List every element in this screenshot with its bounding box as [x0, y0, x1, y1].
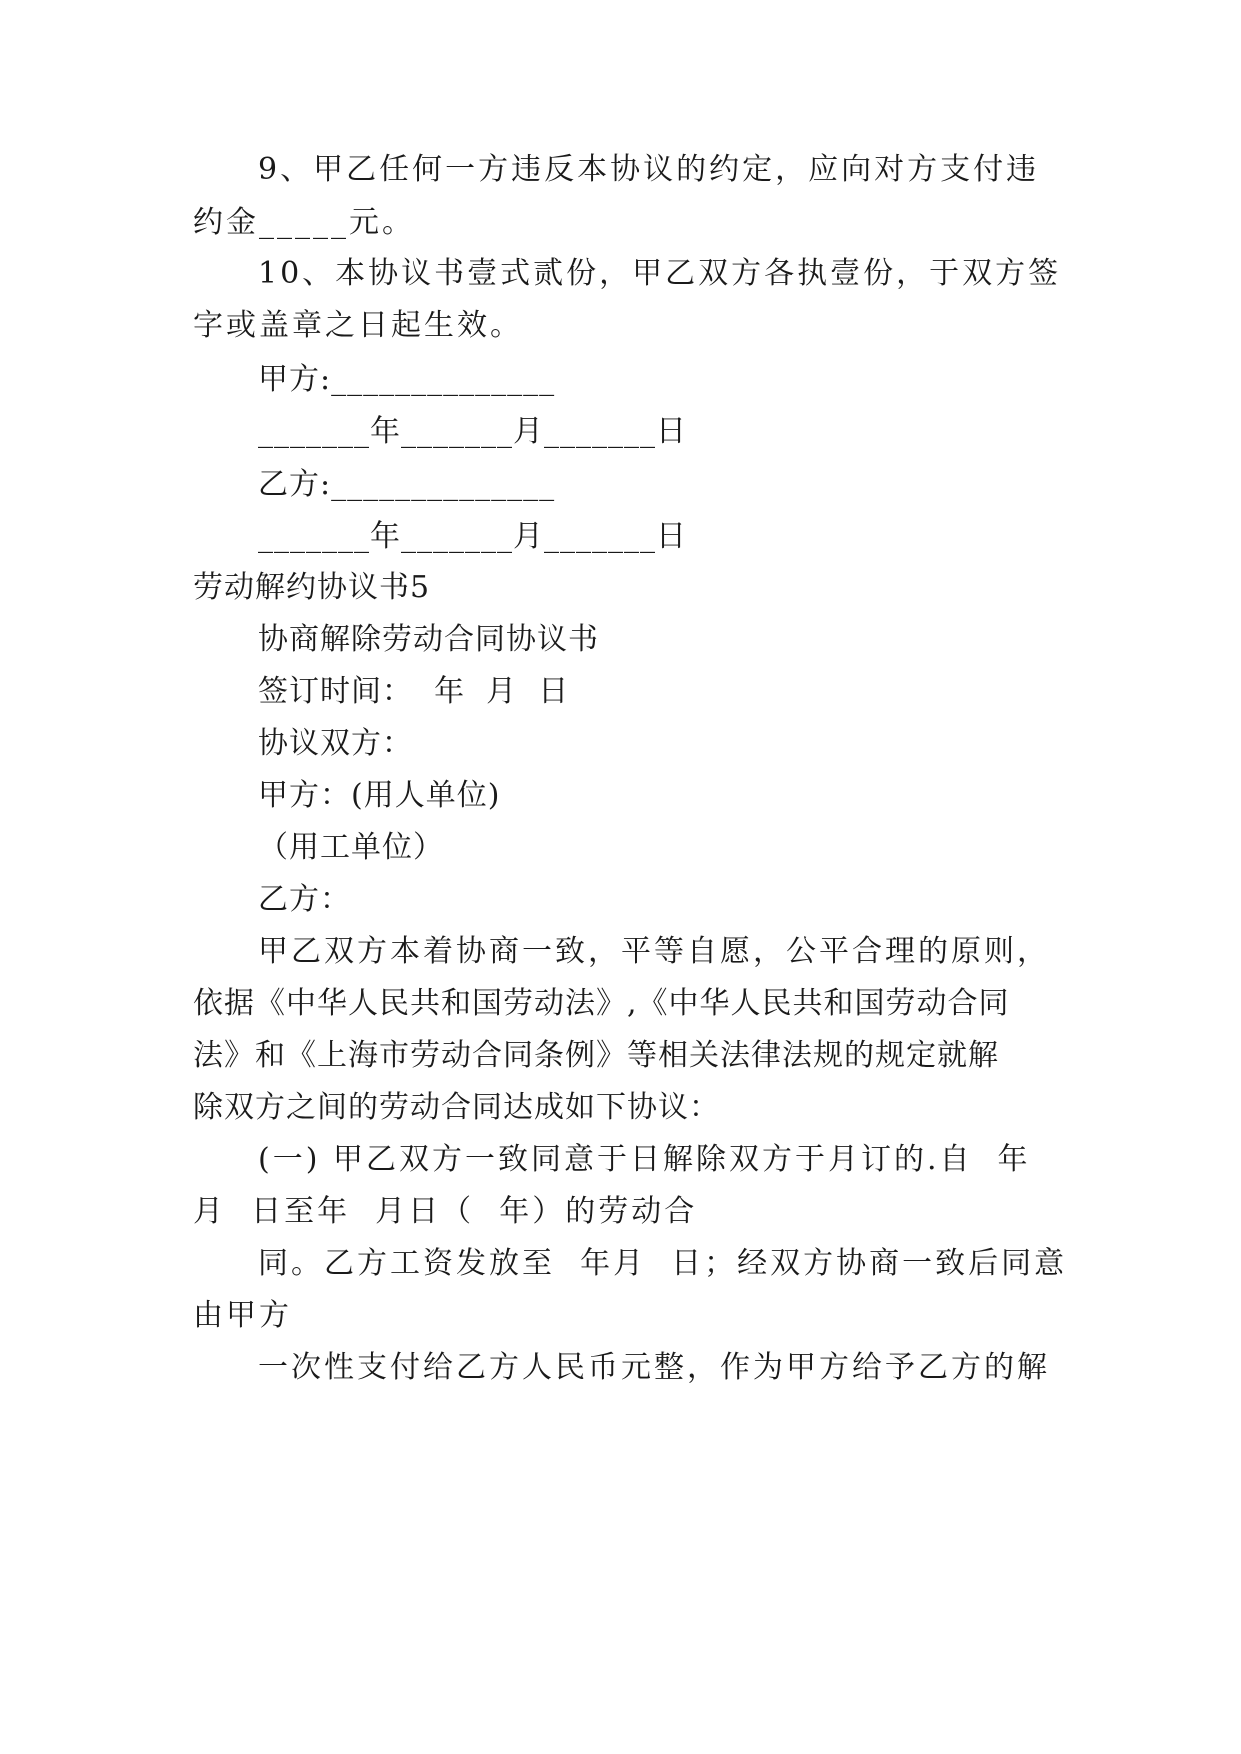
party-b-date-line: _______年_______月_______日 [258, 519, 687, 554]
clause-10-line-2: 字或盖章之日起生效。 [193, 308, 523, 343]
parties-label: 协议双方： [258, 726, 413, 761]
article-1-line-1: (一) 甲乙双方一致同意于日解除双方于月订的.自 年 [258, 1142, 1031, 1177]
signing-date-line: 签订时间： 年 月 日 [258, 674, 570, 709]
section-heading: 劳动解约协议书5 [193, 570, 431, 605]
clause-10-line-1: 10、本协议书壹式贰份，甲乙双方各执壹份，于双方签 [258, 256, 1062, 291]
clause-9-line-1: 9、甲乙任何一方违反本协议的约定，应向对方支付违 [258, 152, 1040, 187]
party-a-signature-line: 甲方:______________ [258, 362, 556, 397]
party-b-signature-line: 乙方:______________ [258, 467, 556, 502]
party-a-date-line: _______年_______月_______日 [258, 414, 687, 449]
party-a-employer: 甲方：(用人单位) [258, 778, 501, 813]
agreement-title: 协商解除劳动合同协议书 [258, 622, 599, 657]
party-a-employing-unit: （用工单位） [258, 830, 444, 865]
preamble-line-4: 除双方之间的劳动合同达成如下协议： [193, 1090, 720, 1125]
party-b-label: 乙方： [258, 882, 351, 917]
article-1-line-5: 一次性支付给乙方人民币元整，作为甲方给予乙方的解 [258, 1350, 1050, 1385]
preamble-line-2: 依据《中华人民共和国劳动法》,《中华人民共和国劳动合同 [193, 986, 1010, 1021]
clause-9-line-2: 约金_____元。 [193, 205, 415, 240]
article-1-line-2: 月 日至年 月日（ 年）的劳动合 [193, 1194, 698, 1229]
preamble-line-3: 法》和《上海市劳动合同条例》等相关法律法规的规定就解 [193, 1038, 999, 1073]
article-1-line-3: 同。乙方工资发放至 年月 日；经双方协商一致后同意 [258, 1246, 1068, 1281]
article-1-line-4: 由甲方 [193, 1298, 292, 1333]
preamble-line-1: 甲乙双方本着协商一致，平等自愿，公平合理的原则， [258, 934, 1050, 969]
